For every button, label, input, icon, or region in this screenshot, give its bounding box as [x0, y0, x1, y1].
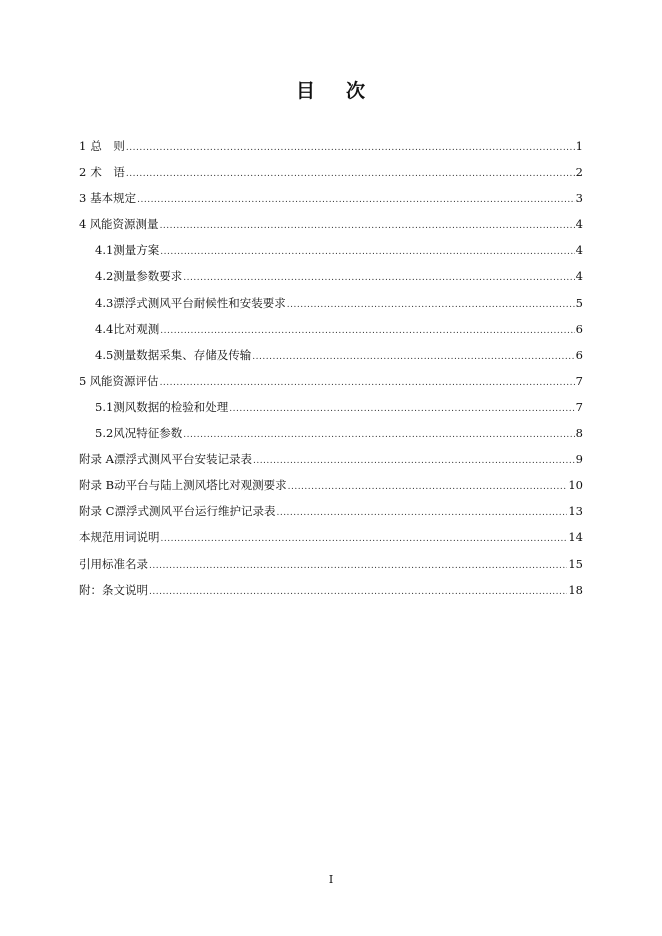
toc-entry[interactable]: [79, 133, 583, 159]
toc-entry-page: 14: [568, 530, 583, 545]
dot-leader: [287, 292, 575, 318]
dot-leader: [288, 474, 568, 500]
toc-entry-number: 4.3: [95, 295, 114, 310]
toc-entry-number: 2: [79, 165, 87, 180]
toc-entry-page: 4: [575, 269, 583, 284]
dot-leader: [137, 187, 575, 213]
toc-entry-number: 附录 A: [79, 452, 114, 467]
toc-entry-page: 6: [575, 321, 583, 336]
dot-leader: [160, 370, 575, 396]
toc-entry-page: 15: [568, 556, 583, 571]
toc-entry-title: 测风数据的检验和处理: [113, 399, 229, 414]
dot-leader: [160, 213, 575, 239]
dot-leader: [160, 239, 574, 265]
toc-entry-number: 4.1: [95, 243, 114, 258]
toc-entry-title: 比对观测: [113, 321, 160, 336]
dot-leader: [149, 579, 567, 605]
toc-entry-page: 9: [575, 452, 583, 467]
toc-entry-title: 基本规定: [90, 191, 137, 206]
toc-entry-title: 漂浮式测风平台运行维护记录表: [114, 504, 276, 519]
dot-leader: [126, 135, 575, 161]
dot-leader: [161, 526, 568, 552]
toc-entry[interactable]: [79, 290, 583, 316]
toc-entry[interactable]: [79, 368, 583, 394]
toc-entry-title: 漂浮式测风平台安装记录表: [113, 452, 252, 467]
toc-entry-page: 10: [568, 478, 583, 493]
dot-leader: [253, 448, 575, 474]
toc-entry-number: 4.2: [95, 269, 114, 284]
toc-entry[interactable]: [79, 446, 583, 472]
dot-leader: [160, 318, 574, 344]
toc-entry-page: 3: [575, 191, 583, 206]
toc-entry[interactable]: [79, 211, 583, 237]
toc-entry-number: 5.1: [95, 399, 114, 414]
page-title-part-1: 目: [295, 80, 316, 102]
toc-entry-title: 引用标准名录: [79, 556, 148, 571]
toc-entry-page: 4: [575, 217, 583, 232]
page-number: I: [328, 873, 334, 886]
toc-entry-page: 13: [568, 504, 583, 519]
toc-entry-page: 18: [568, 582, 583, 597]
dot-leader: [183, 265, 574, 291]
toc-entry-number: 1: [79, 139, 87, 153]
toc-entry-title: 测量参数要求: [113, 269, 183, 284]
toc-entry-title: 本规范用词说明: [79, 530, 160, 545]
dot-leader: [183, 422, 574, 448]
toc-entry-title: 风能资源测量: [89, 217, 159, 232]
dot-leader: [149, 553, 567, 579]
toc-entry[interactable]: [79, 551, 583, 577]
toc-entry-title: 总 则: [90, 139, 125, 153]
toc-entry-number: 3: [79, 191, 87, 206]
toc-entry[interactable]: [79, 316, 583, 342]
toc-entry-number: 5.2: [95, 426, 114, 441]
toc-entry-title: 测量方案: [113, 243, 160, 258]
toc-entry[interactable]: [79, 394, 583, 420]
toc-entry-page: 1: [575, 139, 583, 153]
toc-entry[interactable]: [79, 342, 583, 368]
toc-entry-number: 4.5: [95, 347, 114, 362]
toc-entry[interactable]: [79, 472, 583, 498]
toc-entry-title: 测量数据采集、存储及传输: [113, 347, 252, 362]
toc-entry-title: 附：条文说明: [79, 582, 148, 597]
toc-entry-page: 5: [575, 295, 583, 310]
toc-entry-number: 附录 B: [79, 478, 115, 493]
toc-entry[interactable]: [79, 577, 583, 603]
page-title: [0, 76, 662, 103]
toc-entry[interactable]: [79, 420, 583, 446]
dot-leader: [229, 396, 574, 422]
page-title-part-2: 次: [346, 80, 367, 102]
toc-entry-number: 4: [79, 217, 87, 232]
table-of-contents: [79, 133, 583, 603]
toc-entry-title: 风能资源评估: [89, 373, 159, 388]
toc-entry-title: 术 语: [90, 165, 125, 180]
dot-leader: [126, 161, 575, 187]
toc-entry-page: 7: [575, 373, 583, 388]
toc-entry[interactable]: [79, 159, 583, 185]
toc-entry-page: 2: [575, 165, 583, 180]
dot-leader: [252, 344, 574, 370]
toc-entry-number: 4.4: [95, 321, 114, 336]
dot-leader: [276, 500, 567, 526]
toc-entry-title: 风况特征参数: [113, 426, 183, 441]
toc-entry[interactable]: [79, 524, 583, 550]
toc-entry[interactable]: [79, 237, 583, 263]
toc-entry-title: 动平台与陆上测风塔比对观测要求: [114, 478, 287, 493]
toc-entry-page: 4: [575, 243, 583, 258]
toc-entry[interactable]: [79, 263, 583, 289]
toc-entry-page: 7: [575, 399, 583, 414]
toc-entry-number: 附录 C: [79, 504, 115, 519]
toc-entry-page: 8: [575, 426, 583, 441]
toc-entry-number: 5: [79, 373, 87, 388]
toc-entry[interactable]: [79, 185, 583, 211]
toc-entry-title: 漂浮式测风平台耐候性和安装要求: [113, 295, 286, 310]
toc-entry[interactable]: [79, 498, 583, 524]
toc-entry-page: 6: [575, 347, 583, 362]
